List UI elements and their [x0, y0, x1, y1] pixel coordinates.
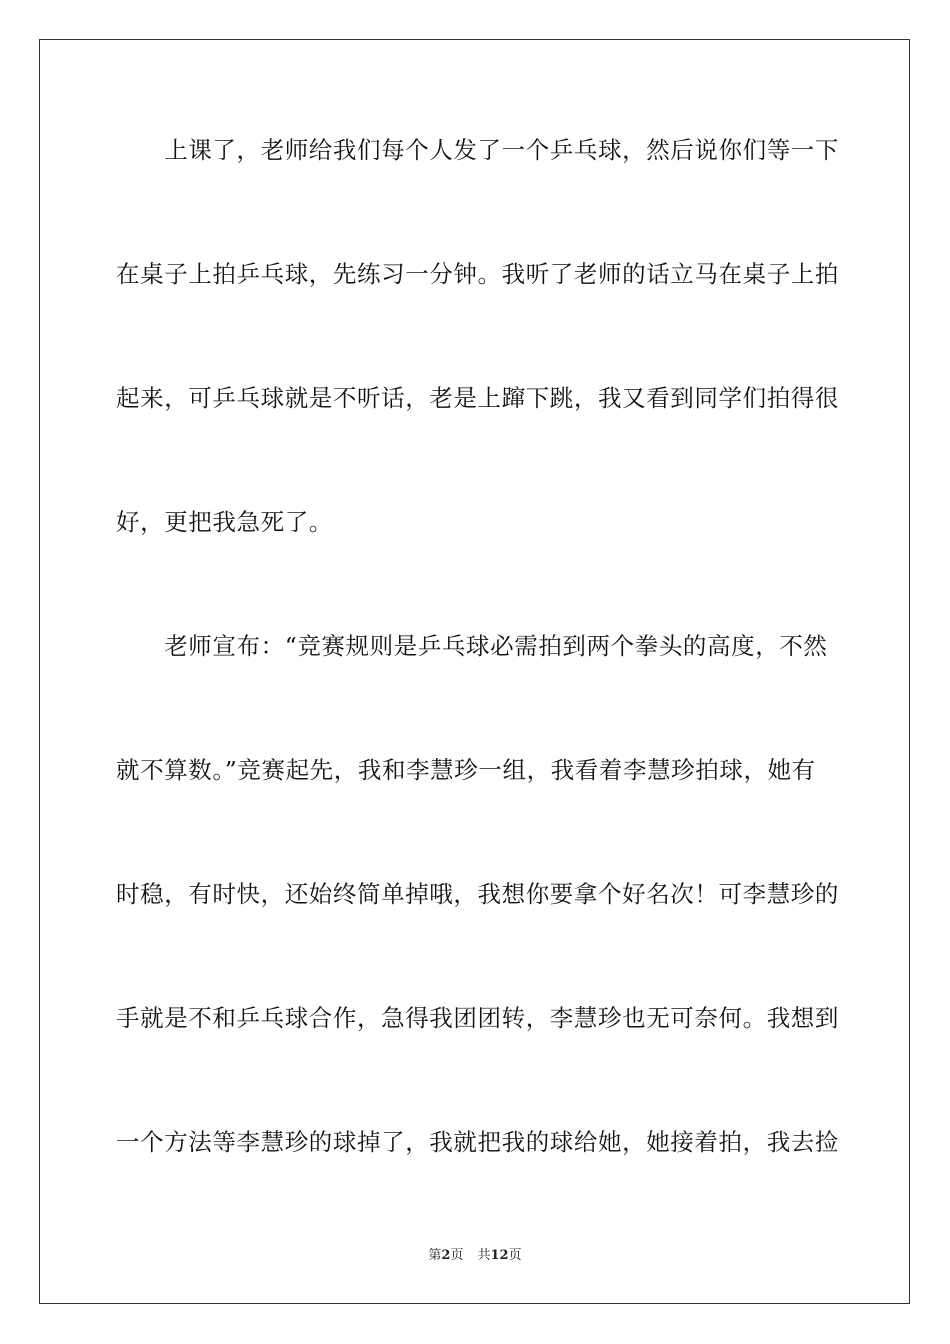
- page-footer: [0, 1247, 950, 1265]
- text-line: 起来，可乒乓球就是不听话，老是上蹿下跳，我又看到同学们拍得很: [116, 384, 839, 412]
- text-line: 就不算数。”竞赛起先，我和李慧珍一组，我看着李慧珍拍球，她有: [116, 756, 816, 784]
- text-line: 好，更把我急死了。: [116, 508, 333, 536]
- total-pages-number: 12: [490, 1248, 509, 1263]
- total-prefix: 共: [477, 1248, 491, 1263]
- text-line: 手就是不和乒乓球合作，急得我团团转，李慧珍也无可奈何。我想到: [116, 1004, 839, 1032]
- text-line: 上课了，老师给我们每个人发了一个乒乓球，然后说你们等一下: [116, 136, 839, 164]
- page-border: [39, 39, 910, 1304]
- text-line: 一个方法等李慧珍的球掉了，我就把我的球给她，她接着拍，我去捡: [116, 1128, 839, 1156]
- text-line: 在桌子上拍乒乓球，先练习一分钟。我听了老师的话立马在桌子上拍: [116, 260, 839, 288]
- total-pages-label: [477, 1248, 521, 1263]
- text-line: 老师宣布：“竞赛规则是乒乓球必需拍到两个拳头的高度，不然: [116, 632, 828, 660]
- page-prefix: 第: [428, 1248, 442, 1263]
- total-suffix: 页: [508, 1248, 522, 1263]
- page-suffix: 页: [450, 1248, 464, 1263]
- current-page-number: 2: [441, 1248, 451, 1263]
- page-number-label: [428, 1248, 463, 1263]
- text-line: 时稳，有时快，还始终简单掉哦，我想你要拿个好名次！可李慧珍的: [116, 880, 839, 908]
